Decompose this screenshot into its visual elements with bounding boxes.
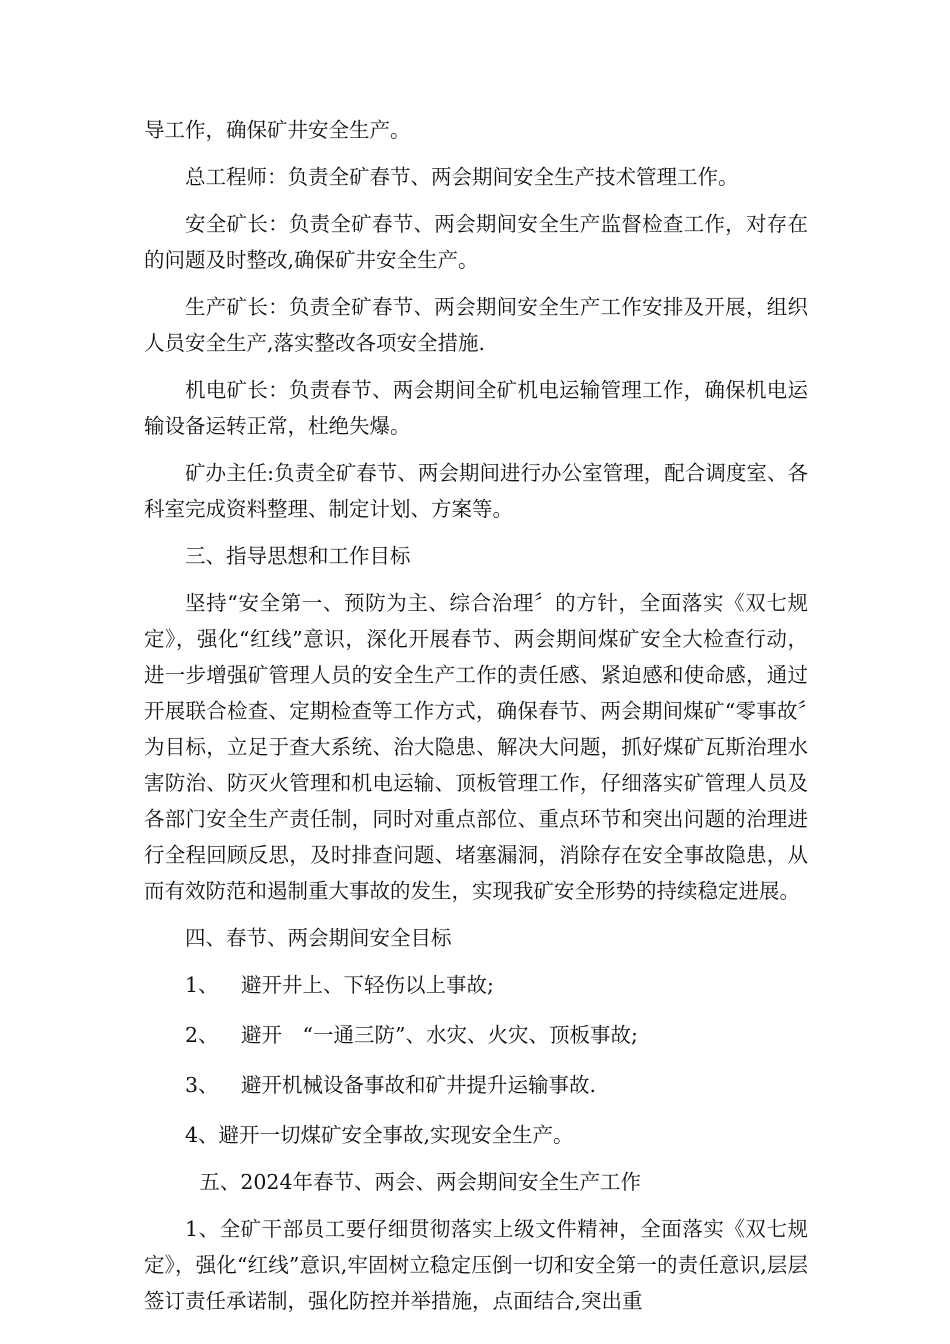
paragraph-safety-director: 安全矿长：负责全矿春节、两会期间安全生产监督检查工作，对存在的问题及时整改,确保矿井安全生产。 xyxy=(144,212,808,272)
goal-text: 避开机械设备事故和矿井提升运输事故. xyxy=(241,1073,597,1097)
goal-text: 避开 “一通三防”、水灾、火灾、顶板事故; xyxy=(241,1023,638,1047)
goal-number: 2、 xyxy=(185,1023,219,1047)
goal-item-4: 4、避开一切煤矿安全事故,实现安全生产。 xyxy=(185,1123,574,1147)
paragraph-mechanical-director: 机电矿长：负责春节、两会期间全矿机电运输管理工作，确保机电运输设备运转正常，杜绝失爆。 xyxy=(144,378,808,438)
paragraph-production-director: 生产矿长：负责全矿春节、两会期间安全生产工作安排及开展，组织人员安全生产,落实整改各项安全措施. xyxy=(144,295,808,355)
goal-item xyxy=(144,1017,808,1053)
paragraph-office-director: 矿办主任:负责全矿春节、两会期间进行办公室管理，配合调度室、各科室完成资料整理、制定计划、方案等。 xyxy=(144,461,808,521)
paragraph-chief-engineer: 总工程师：负责全矿春节、两会期间安全生产技术管理工作。 xyxy=(185,165,739,189)
section-heading-4: 四、春节、两会期间安全目标 xyxy=(185,926,452,950)
section-heading-3: 三、指导思想和工作目标 xyxy=(185,544,411,568)
goal-item xyxy=(144,967,808,1003)
paragraph-continuation: 导工作，确保矿井安全生产。 xyxy=(144,118,411,142)
paragraph-guiding-ideology: 坚持“安全第一、预防为主、综合治理〞的方针，全面落实《双七规定》，强化“红线”意识，深化开展春节、两会期间煤矿安全大检查行动，进一步增强矿管理人员的安全生产工作的责任感、紧迫感和使命感，通过开展联合检查、定期检查等工作方式，确保春节、两会期间煤矿“零事故〞为目标，立足于查大系统、治大隐患、解决大问题，抓好煤矿瓦斯治理水害防治、防灭火管理和机电运输、顶板管理工作，仔细落实矿管理人员及各部门安全生产责任制，同时对重点部位、重点环节和突出问题的治理进行全程回顾反思，及时排查问题、堵塞漏洞，消除存在安全事故隐患，从而有效防范和遏制重大事故的发生，实现我矿安全形势的持续稳定进展。 xyxy=(144,591,808,903)
goal-item xyxy=(144,1067,808,1103)
document-page xyxy=(144,112,808,1330)
section-heading-5: 五、2024年春节、两会、两会期间安全生产工作 xyxy=(199,1170,642,1194)
goal-number: 3、 xyxy=(185,1073,219,1097)
goal-number: 1、 xyxy=(185,973,219,997)
goal-text: 避开井上、下轻伤以上事故; xyxy=(241,973,494,997)
paragraph-section5-item1: 1、全矿干部员工要仔细贯彻落实上级文件精神，全面落实《双七规定》，强化“红线”意识,牢固树立稳定压倒一切和安全第一的责任意识,层层签订责任承诺制，强化防控并举措施，点面结合,突出重 xyxy=(144,1217,808,1313)
